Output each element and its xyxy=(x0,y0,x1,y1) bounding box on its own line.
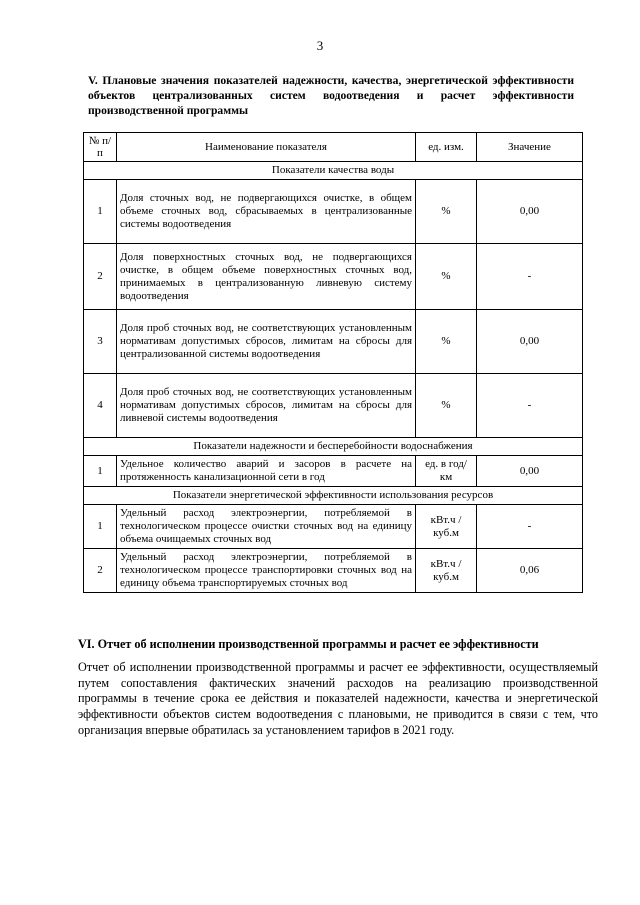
row-value: 0,00 xyxy=(477,456,583,487)
section-6-heading: VI. Отчет об исполнении производственной программы и расчет ее эффективности xyxy=(78,637,539,651)
row-indicator-name: Удельное количество аварий и засоров в расчете на протяженность канализационной сети в год xyxy=(117,456,416,487)
header-unit: ед. изм. xyxy=(416,133,477,162)
row-unit: % xyxy=(416,180,477,244)
table-row xyxy=(84,180,583,244)
header-number: № п/п xyxy=(84,133,117,162)
row-unit: % xyxy=(416,374,477,438)
row-unit: кВт.ч / куб.м xyxy=(416,505,477,549)
section-6-paragraph: Отчет об исполнении производственной программы и расчет ее эффективности, осуществляемый путем сопоставления фактических значений расходов на реализацию производственной программы в течение срока ее действия и показателей надежности, качества и энергетической эффективности объектов систем водоотведения с плановыми, не приводится в связи с тем, что организация впервые обратилась за установлением тарифов в 2021 году. xyxy=(78,660,598,737)
row-indicator-name: Доля поверхностных сточных вод, не подвергающихся очистке, в общем объеме поверхностных сточных вод, принимаемых в централизованную ливневую систему водоотведения xyxy=(117,244,416,310)
row-indicator-name: Удельный расход электроэнергии, потребляемой в технологическом процессе очистки сточных вод на единицу объема очищаемых сточных вод xyxy=(117,505,416,549)
table-row xyxy=(84,244,583,310)
row-indicator-name: Доля проб сточных вод, не соответствующих установленным нормативам допустимых сбросов, лимитам на сбросы для централизованной системы водоотведения xyxy=(117,310,416,374)
table-row xyxy=(84,374,583,438)
table-row xyxy=(84,456,583,487)
row-number: 2 xyxy=(84,549,117,593)
group-row xyxy=(84,487,583,505)
row-value: 0,00 xyxy=(477,310,583,374)
page-number: 3 xyxy=(316,38,324,53)
row-indicator-name: Доля сточных вод, не подвергающихся очистке, в общем объеме сточных вод, сбрасываемых в централизованные системы водоотведения xyxy=(117,180,416,244)
row-unit: % xyxy=(416,310,477,374)
table-header-row xyxy=(84,133,583,162)
row-unit: ед. в год/ км xyxy=(416,456,477,487)
row-number: 1 xyxy=(84,505,117,549)
group-row xyxy=(84,438,583,456)
row-number: 1 xyxy=(84,180,117,244)
row-value: 0,00 xyxy=(477,180,583,244)
group-title-reliability: Показатели надежности и бесперебойности водоснабжения xyxy=(84,438,583,456)
table-row xyxy=(84,505,583,549)
row-number: 4 xyxy=(84,374,117,438)
table-row xyxy=(84,310,583,374)
group-title-water-quality: Показатели качества воды xyxy=(84,162,583,180)
row-value: 0,06 xyxy=(477,549,583,593)
group-row xyxy=(84,162,583,180)
section-5-heading: V. Плановые значения показателей надежности, качества, энергетической эффективности объектов централизованных систем водоотведения и расчет эффективности производственной программы xyxy=(88,74,574,117)
row-value: - xyxy=(477,374,583,438)
table-row xyxy=(84,549,583,593)
row-unit: кВт.ч / куб.м xyxy=(416,549,477,593)
row-indicator-name: Удельный расход электроэнергии, потребляемой в технологическом процессе транспортировки сточных вод на единицу объема транспортируемых сточных вод xyxy=(117,549,416,593)
header-value: Значение xyxy=(477,133,583,162)
row-value: - xyxy=(477,244,583,310)
row-value: - xyxy=(477,505,583,549)
indicators-table xyxy=(83,132,583,593)
row-number: 2 xyxy=(84,244,117,310)
row-unit: % xyxy=(416,244,477,310)
row-number: 1 xyxy=(84,456,117,487)
header-indicator-name: Наименование показателя xyxy=(117,133,416,162)
group-title-energy-efficiency: Показатели энергетической эффективности использования ресурсов xyxy=(84,487,583,505)
row-indicator-name: Доля проб сточных вод, не соответствующих установленным нормативам допустимых сбросов, лимитам на сбросы для ливневой системы водоотведения xyxy=(117,374,416,438)
row-number: 3 xyxy=(84,310,117,374)
